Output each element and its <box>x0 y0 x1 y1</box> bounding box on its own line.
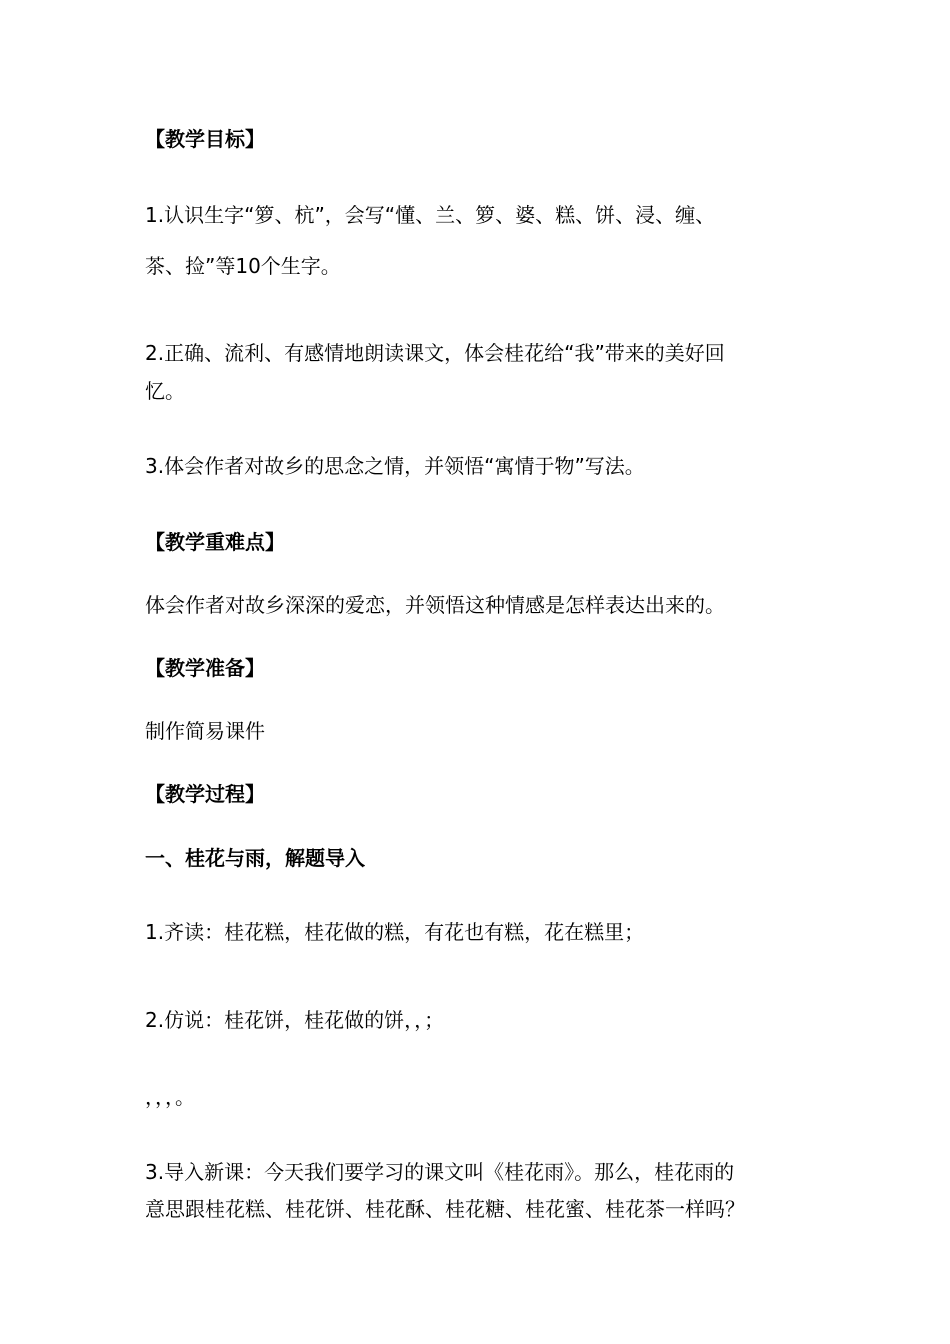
step-2-continued: ，，，。 <box>145 1085 195 1109</box>
objective-1-line2: 茶、捡”等10个生字。 <box>145 254 341 278</box>
key-points-text: 体会作者对故乡深深的爱恋，并领悟这种情感是怎样表达出来的。 <box>145 593 725 617</box>
step-2: 2.仿说：桂花饼，桂花做的饼，，； <box>145 1008 445 1032</box>
preparation-heading: 【教学准备】 <box>145 656 265 680</box>
objective-2-line2: 忆。 <box>145 379 185 403</box>
step-3-line2: 意思跟桂花糕、桂花饼、桂花酥、桂花糖、桂花蜜、桂花茶一样吗？ <box>145 1197 745 1221</box>
part-one-heading: 一、桂花与雨，解题导入 <box>145 846 365 870</box>
preparation-text: 制作简易课件 <box>145 719 265 743</box>
process-heading: 【教学过程】 <box>145 782 265 806</box>
step-3-line1: 3.导入新课：今天我们要学习的课文叫《桂花雨》。那么，桂花雨的 <box>145 1160 735 1184</box>
objectives-heading: 【教学目标】 <box>145 127 265 151</box>
key-points-heading: 【教学重难点】 <box>145 530 285 554</box>
objective-1-line1: 1.认识生字“箩、杭”，会写“懂、兰、箩、婆、糕、饼、浸、缠、 <box>145 203 716 227</box>
objective-2-line1: 2.正确、流利、有感情地朗读课文，体会桂花给“我”带来的美好回 <box>145 341 725 365</box>
objective-3: 3.体会作者对故乡的思念之情，并领悟“寓情于物”写法。 <box>145 454 645 478</box>
step-1: 1.齐读：桂花糕，桂花做的糕，有花也有糕，花在糕里； <box>145 920 645 944</box>
